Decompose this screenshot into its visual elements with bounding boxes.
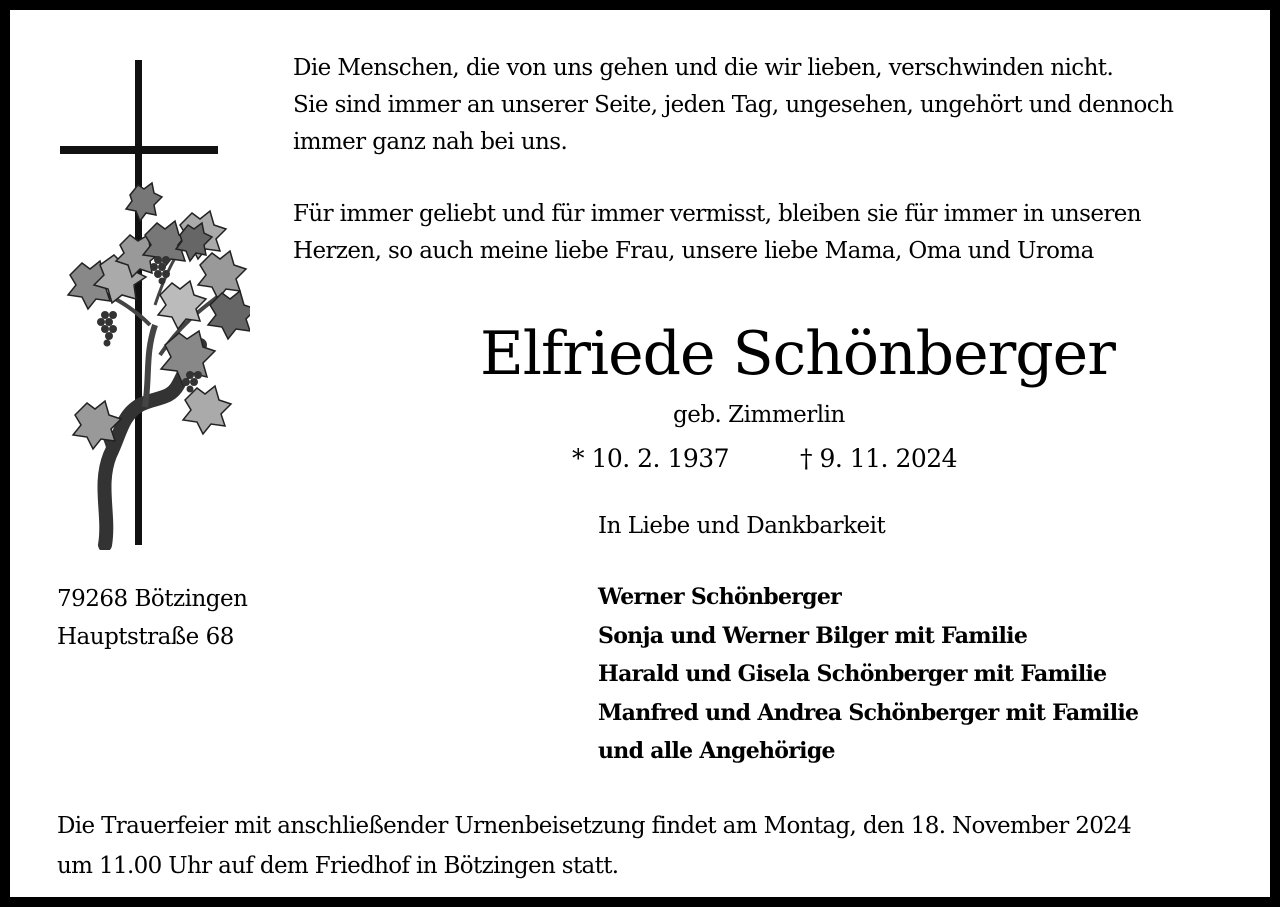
birth-date: * 10. 2. 1937 [572,444,730,473]
poem-stanza-2 [293,196,1141,270]
poem-stanza-1 [293,50,1173,161]
address [57,580,247,656]
ceremony-line: Die Trauerfeier mit anschließender Urnenbeisetzung findet am Montag, den 18. November 2024 [57,813,1132,839]
death-date: † 9. 11. 2024 [800,444,958,473]
address-city: 79268 Bötzingen [57,586,248,612]
poem-line: Sie sind immer an unserer Seite, jeden Tag, ungesehen, ungehört und dennoch [293,92,1174,118]
poem-line: Die Menschen, die von uns gehen und die wir lieben, verschwinden nicht. [293,55,1114,81]
ceremony-line: um 11.00 Uhr auf dem Friedhof in Bötzingen statt. [57,853,619,879]
poem-line: immer ganz nah bei uns. [293,129,568,155]
poem-line: Für immer geliebt und für immer vermisst, bleiben sie für immer in unseren [293,201,1141,227]
mourners-list [598,578,1138,771]
ceremony-info [57,806,1131,886]
mourner: und alle Angehörige [598,738,835,764]
address-street: Hauptstraße 68 [57,624,234,650]
mourner: Werner Schönberger [598,584,842,610]
deceased-name: Elfriede Schönberger [480,319,1115,389]
mourner: Sonja und Werner Bilger mit Familie [598,622,1028,649]
closing-phrase: In Liebe und Dankbarkeit [598,513,886,539]
birth-name: geb. Zimmerlin [673,402,845,428]
mourner: Manfred und Andrea Schönberger mit Familie [598,699,1139,726]
cross-with-grapevine-icon [50,55,250,550]
mourner: Harald und Gisela Schönberger mit Familie [598,661,1107,687]
poem-line: Herzen, so auch meine liebe Frau, unsere liebe Mama, Oma und Uroma [293,238,1094,264]
